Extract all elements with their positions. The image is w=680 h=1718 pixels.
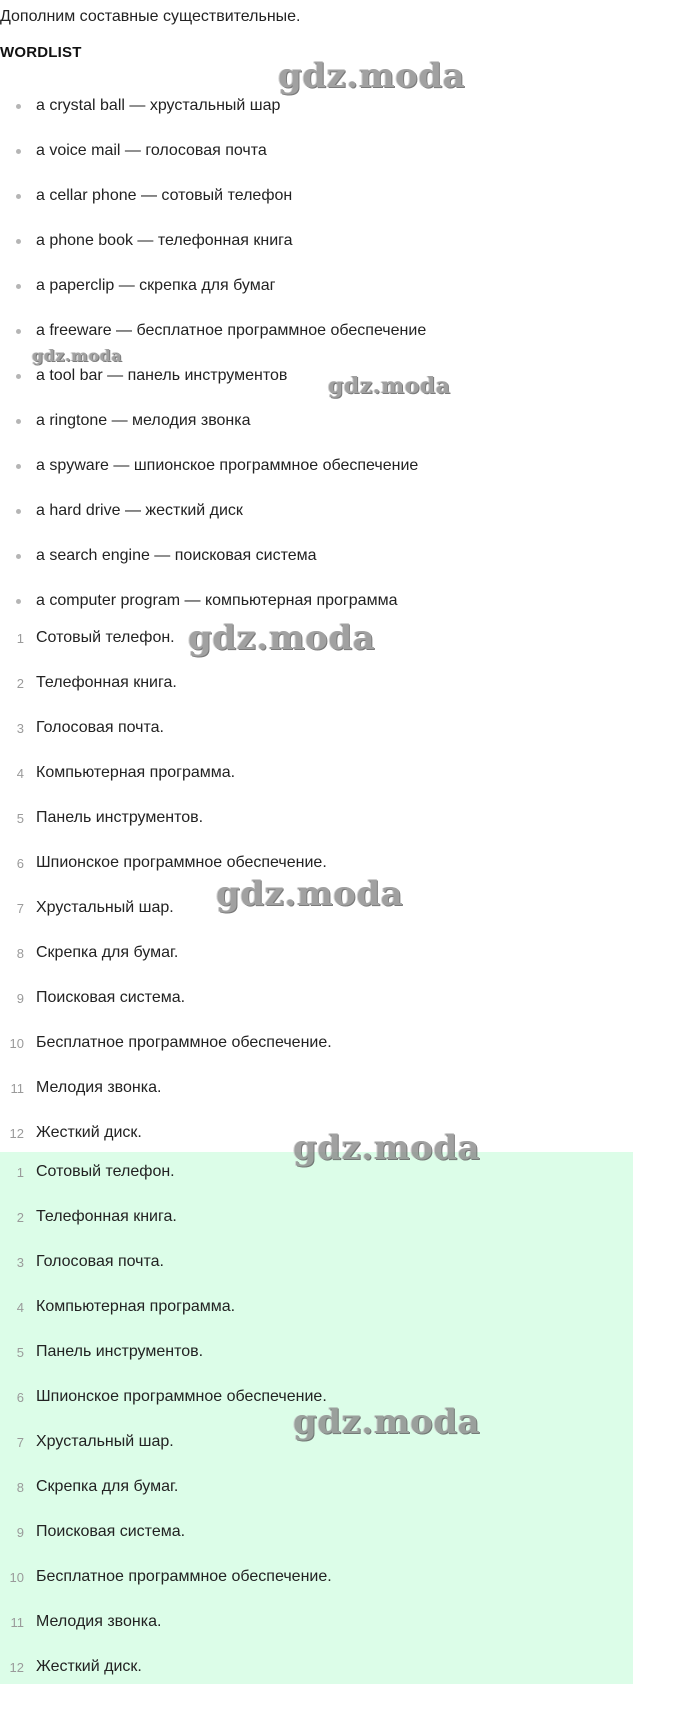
item-text: Шпионское программное обеспечение. bbox=[36, 854, 327, 871]
bullet-icon bbox=[16, 239, 21, 244]
item-text: Мелодия звонка. bbox=[36, 1613, 162, 1630]
wordlist-item-text: a voice mail — голосовая почта bbox=[36, 142, 267, 159]
item-text: Мелодия звонка. bbox=[36, 1079, 162, 1096]
item-text: Компьютерная программа. bbox=[36, 764, 236, 781]
item-number: 9 bbox=[16, 1525, 24, 1540]
item-number: 7 bbox=[16, 1435, 24, 1450]
item-number: 11 bbox=[10, 1615, 24, 1630]
wordlist-item-text: a search engine — поисковая система bbox=[36, 547, 317, 564]
bullet-icon bbox=[16, 194, 21, 199]
item-number: 11 bbox=[10, 1081, 24, 1096]
item-text: Жесткий диск. bbox=[36, 1124, 142, 1141]
item-number: 5 bbox=[16, 811, 24, 826]
item-number: 4 bbox=[16, 766, 24, 781]
item-text: Шпионское программное обеспечение. bbox=[36, 1388, 327, 1405]
watermark: gdz.moda bbox=[328, 373, 451, 399]
item-number: 6 bbox=[16, 1390, 24, 1405]
item-text: Жесткий диск. bbox=[36, 1658, 142, 1675]
item-number: 10 bbox=[9, 1570, 24, 1585]
wordlist-item-text: a freeware — бесплатное программное обеспечение bbox=[36, 322, 427, 339]
item-text: Голосовая почта. bbox=[36, 1253, 164, 1270]
item-number: 6 bbox=[16, 856, 24, 871]
bullet-icon bbox=[16, 284, 21, 289]
item-number: 3 bbox=[16, 721, 24, 736]
wordlist-heading: WORDLIST bbox=[0, 44, 82, 61]
item-number: 7 bbox=[16, 901, 24, 916]
item-text: Поисковая система. bbox=[36, 1523, 186, 1540]
item-text: Голосовая почта. bbox=[36, 719, 164, 736]
item-text: Сотовый телефон. bbox=[36, 1163, 175, 1180]
item-text: Хрустальный шар. bbox=[36, 1433, 174, 1450]
item-text: Телефонная книга. bbox=[36, 1208, 177, 1225]
wordlist-item-text: a hard drive — жесткий диск bbox=[36, 502, 243, 519]
item-text: Поисковая система. bbox=[36, 989, 186, 1006]
bullet-icon bbox=[16, 104, 21, 109]
wordlist-item-text: a crystal ball — хрустальный шар bbox=[36, 97, 281, 114]
watermark: gdz.moda bbox=[32, 346, 123, 365]
item-number: 12 bbox=[9, 1126, 24, 1141]
item-text: Бесплатное программное обеспечение. bbox=[36, 1034, 332, 1051]
item-text: Хрустальный шар. bbox=[36, 899, 174, 916]
bullet-icon bbox=[16, 374, 21, 379]
item-text: Телефонная книга. bbox=[36, 674, 177, 691]
bullet-icon bbox=[16, 329, 21, 334]
bullet-icon bbox=[16, 554, 21, 559]
item-number: 9 bbox=[16, 991, 24, 1006]
item-number: 2 bbox=[16, 1210, 24, 1225]
bullet-icon bbox=[16, 599, 21, 604]
item-number: 8 bbox=[16, 1480, 24, 1495]
watermark: gdz.moda bbox=[188, 618, 376, 658]
item-number: 8 bbox=[16, 946, 24, 961]
watermark: gdz.moda bbox=[216, 874, 404, 914]
bullet-icon bbox=[16, 149, 21, 154]
item-text: Панель инструментов. bbox=[36, 1343, 204, 1360]
wordlist-item-text: a computer program — компьютерная программа bbox=[36, 592, 398, 609]
watermark: gdz.moda bbox=[293, 1402, 481, 1442]
item-text: Бесплатное программное обеспечение. bbox=[36, 1568, 332, 1585]
item-number: 5 bbox=[16, 1345, 24, 1360]
intro-text: Дополним составные существительные. bbox=[0, 8, 301, 25]
watermark: gdz.moda bbox=[278, 56, 466, 96]
item-number: 2 bbox=[16, 676, 24, 691]
item-number: 12 bbox=[9, 1660, 24, 1675]
item-number: 1 bbox=[16, 1165, 24, 1180]
wordlist-item-text: a phone book — телефонная книга bbox=[36, 232, 293, 249]
item-text: Панель инструментов. bbox=[36, 809, 204, 826]
item-text: Сотовый телефон. bbox=[36, 629, 175, 646]
item-number: 3 bbox=[16, 1255, 24, 1270]
watermark: gdz.moda bbox=[293, 1128, 481, 1168]
item-number: 10 bbox=[9, 1036, 24, 1051]
item-text: Скрепка для бумаг. bbox=[36, 944, 179, 961]
bullet-icon bbox=[16, 509, 21, 514]
item-text: Компьютерная программа. bbox=[36, 1298, 236, 1315]
item-text: Скрепка для бумаг. bbox=[36, 1478, 179, 1495]
wordlist-item-text: a spyware — шпионское программное обеспечение bbox=[36, 457, 419, 474]
wordlist-item-text: a tool bar — панель инструментов bbox=[36, 367, 288, 384]
bullet-icon bbox=[16, 464, 21, 469]
bullet-icon bbox=[16, 419, 21, 424]
item-number: 1 bbox=[16, 631, 24, 646]
wordlist-item-text: a cellar phone — сотовый телефон bbox=[36, 187, 293, 204]
item-number: 4 bbox=[16, 1300, 24, 1315]
wordlist-item-text: a ringtone — мелодия звонка bbox=[36, 412, 251, 429]
wordlist-item-text: a paperclip — скрепка для бумаг bbox=[36, 277, 276, 294]
